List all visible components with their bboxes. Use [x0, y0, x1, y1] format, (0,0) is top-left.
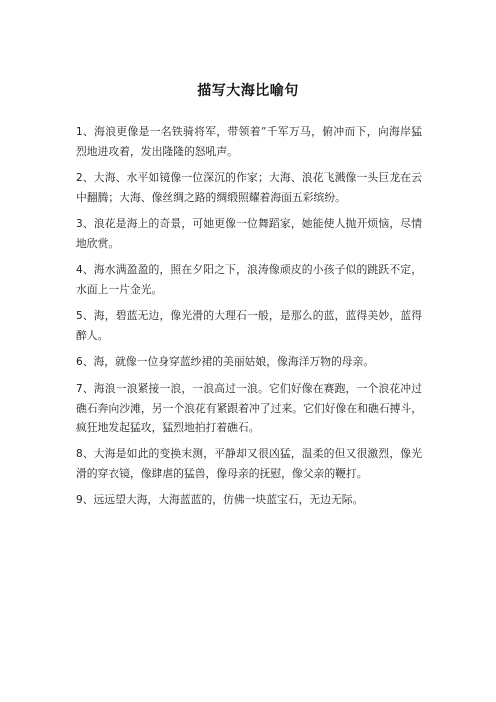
paragraph-5: [76, 306, 422, 345]
paragraph-separator: 、: [82, 263, 94, 276]
paragraph-9: [76, 490, 422, 510]
paragraph-text: 大海、水平如镜像一位深沉的作家；大海、浪花飞溅像一头巨龙在云中翻腾；大海、像丝绸之路的绸缎照耀着海面五彩缤纷。: [76, 171, 423, 204]
paragraph-6: [76, 352, 422, 372]
paragraph-separator: 、: [82, 171, 94, 184]
paragraph-text: 浪花是海上的奇景，可她更像一位舞蹈家，她能使人抛开烦恼，尽情地欣赏。: [76, 217, 423, 250]
paragraph-number: 5: [76, 310, 83, 322]
page-title: 描写大海比喻句: [197, 83, 299, 99]
paragraph-2: [76, 168, 422, 207]
paragraph-number: 7: [76, 383, 83, 395]
paragraph-separator: 、: [82, 382, 94, 395]
paragraph-text: 海浪一浪紧接一浪，一浪高过一浪。它们好像在赛跑，一个浪花冲过礁石奔向沙滩，另一个浪花有紧跟着冲了过来。它们好像在和礁石搏斗，疯狂地发起猛攻，猛烈地拍打着礁石。: [76, 382, 423, 434]
paragraph-separator: 、: [82, 217, 94, 230]
paragraph-number: 3: [76, 218, 83, 230]
paragraph-3: [76, 214, 422, 253]
paragraph-number: 4: [76, 264, 83, 276]
paragraph-7: [76, 379, 422, 437]
paragraph-text: 海，碧蓝无边，像光滑的大理石一般，是那么的蓝，蓝得美妙，蓝得醉人。: [76, 309, 423, 342]
paragraph-text: 海水满盈盈的，照在夕阳之下，浪涛像顽皮的小孩子似的跳跃不定，水面上一片金光。: [76, 263, 423, 296]
paragraph-separator: 、: [82, 355, 94, 368]
paragraph-separator: 、: [82, 125, 95, 138]
paragraph-text: 海，就像一位身穿蓝纱裙的美丽姑娘，像海洋万物的母亲。: [93, 355, 375, 368]
paragraph-1: [76, 122, 422, 161]
paragraph-separator: 、: [82, 309, 94, 322]
document-body: [76, 122, 422, 517]
paragraph-separator: 、: [82, 493, 94, 506]
paragraph-number: 2: [76, 172, 83, 184]
paragraph-number: 1: [76, 126, 83, 138]
paragraph-text: 远远望大海，大海蓝蓝的，仿佛一块蓝宝石，无边无际。: [93, 493, 364, 506]
paragraph-number: 9: [76, 494, 83, 506]
paragraph-number: 6: [76, 356, 83, 368]
paragraph-4: [76, 260, 422, 299]
paragraph-number: 8: [76, 448, 83, 460]
paragraph-text: 海浪更像是一名铁骑将军，带领着”千军万马，俯冲而下，向海岸猛烈地进攻着，发出隆隆的怒吼声。: [76, 125, 422, 158]
paragraph-text: 大海是如此的变换末测，平静却又很凶猛，温柔的但又很激烈，像光滑的穿衣镜，像肆虐的猛兽，像母亲的抚慰，像父亲的鞭打。: [76, 447, 423, 480]
paragraph-8: [76, 444, 422, 483]
paragraph-separator: 、: [82, 447, 94, 460]
